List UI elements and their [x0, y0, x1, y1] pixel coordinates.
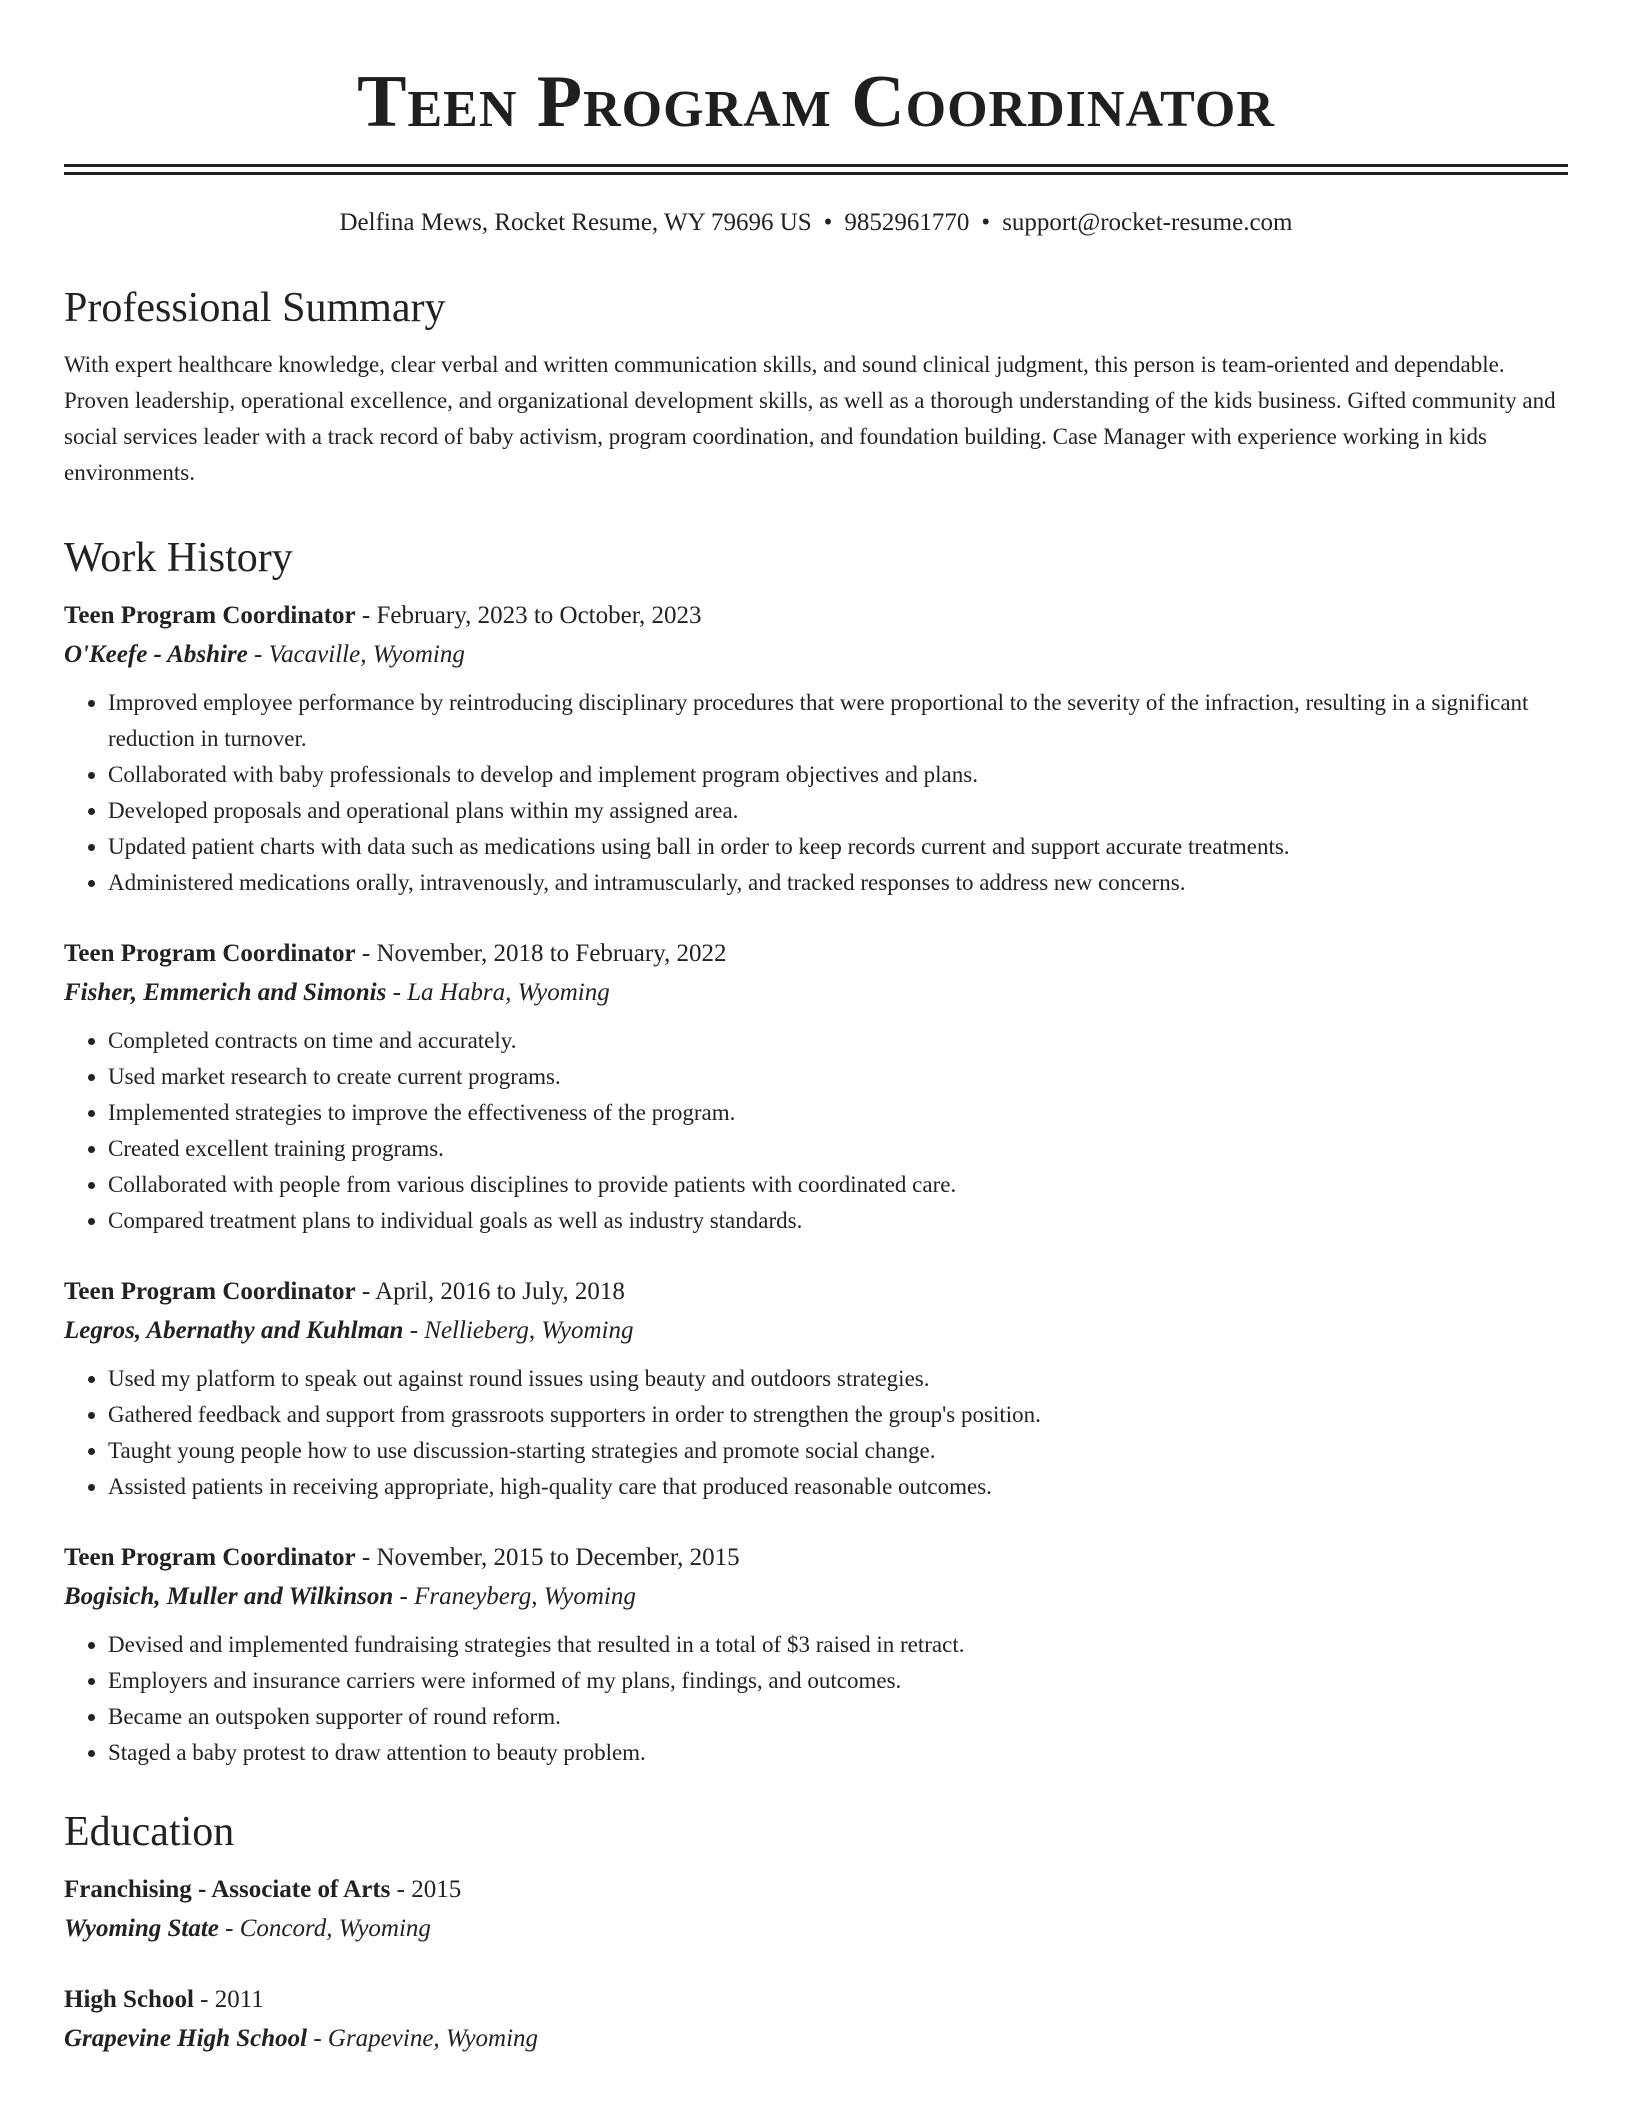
education-location: - Grapevine, Wyoming: [307, 2025, 539, 2052]
job-dates: - November, 2018 to February, 2022: [355, 940, 727, 967]
education-school-line: [64, 2019, 1568, 2059]
job-title-line: [64, 1539, 1568, 1577]
job-company: Bogisich, Muller and Wilkinson: [64, 1583, 394, 1610]
education-degree: High School: [64, 1986, 194, 2013]
education-year: - 2011: [193, 1986, 264, 2013]
job-company-line: [64, 635, 1568, 675]
job-bullet: • Used my platform to speak out against round issues using beauty and outdoors strategies.: [108, 1361, 1568, 1397]
job-bullet: • Compared treatment plans to individual goals as well as industry standards.: [108, 1203, 1568, 1239]
job-company: O'Keefe - Abshire: [64, 641, 248, 668]
summary-text: With expert healthcare knowledge, clear verbal and written communication skills, and sound clinical judgment, this person is team-oriented and dependable. Proven leadership, operational excellence, and organizational development skills, as well as a thorough understanding of the kids business. Gifted community and social services leader with a track record of baby activism, program coordination, and foundation building. Case Manager with experience working in kids environments.: [64, 352, 1556, 485]
work-history-heading: Work History: [64, 535, 293, 581]
job-bullet: • Assisted patients in receiving appropriate, high-quality care that produced reasonable outcomes.: [108, 1469, 1568, 1505]
job-dates: - November, 2015 to December, 2015: [355, 1544, 740, 1571]
job-company-line: [64, 1577, 1568, 1617]
education-school: Grapevine High School: [64, 2025, 308, 2052]
job-bullet: • Used market research to create current programs.: [108, 1059, 1568, 1095]
job-bullets: [64, 1627, 1568, 1771]
job-bullet: • Administered medications orally, intravenously, and intramuscularly, and tracked responses to address new concerns.: [108, 865, 1568, 901]
job-company: Legros, Abernathy and Kuhlman: [64, 1317, 404, 1344]
education-heading: Education: [64, 1809, 235, 1855]
job-bullets: [64, 1361, 1568, 1505]
education-school-line: [64, 1909, 1568, 1949]
job-entry: [64, 1539, 1568, 1771]
job-entry: [64, 597, 1568, 901]
job-title-line: [64, 935, 1568, 973]
job-bullet: • Collaborated with people from various disciplines to provide patients with coordinated care.: [108, 1167, 1568, 1203]
education-entry: [64, 1871, 1568, 1949]
job-bullet: • Updated patient charts with data such as medications using ball in order to keep records current and support accurate treatments.: [108, 829, 1568, 865]
education-school: Wyoming State: [64, 1915, 219, 1942]
job-bullet: • Implemented strategies to improve the effectiveness of the program.: [108, 1095, 1568, 1131]
job-bullet: • Collaborated with baby professionals to develop and implement program objectives and plans.: [108, 757, 1568, 793]
job-location: - Franeyberg, Wyoming: [393, 1583, 636, 1610]
education-list: [64, 1871, 1568, 2059]
resume-title: Teen Program Coordinator: [357, 61, 1275, 143]
job-bullet: • Became an outspoken supporter of round reform.: [108, 1699, 1568, 1735]
contact-line: [64, 205, 1568, 241]
education-year: - 2015: [390, 1876, 462, 1903]
job-entry: [64, 935, 1568, 1239]
job-company-line: [64, 1311, 1568, 1351]
job-entry: [64, 1273, 1568, 1505]
job-dates: - April, 2016 to July, 2018: [355, 1278, 625, 1305]
job-location: - Nellieberg, Wyoming: [403, 1317, 634, 1344]
job-dates: - February, 2023 to October, 2023: [355, 602, 702, 629]
job-company-line: [64, 973, 1568, 1013]
job-company: Fisher, Emmerich and Simonis: [64, 979, 387, 1006]
job-title-line: [64, 597, 1568, 635]
job-location: - Vacaville, Wyoming: [247, 641, 465, 668]
education-degree: Franchising - Associate of Arts: [64, 1876, 391, 1903]
summary-heading: Professional Summary: [64, 285, 446, 331]
job-bullet: • Devised and implemented fundraising strategies that resulted in a total of $3 raised in retract.: [108, 1627, 1568, 1663]
job-bullet: • Improved employee performance by reintroducing disciplinary procedures that were proportional to the severity of the infraction, resulting in a significant reduction in turnover.: [108, 685, 1568, 757]
job-title-line: [64, 1273, 1568, 1311]
education-entry: [64, 1981, 1568, 2059]
job-bullets: [64, 1023, 1568, 1239]
job-role: Teen Program Coordinator: [64, 1278, 356, 1305]
job-bullet: • Employers and insurance carriers were informed of my plans, findings, and outcomes.: [108, 1663, 1568, 1699]
contact-phone: 9852961770: [844, 209, 970, 236]
job-role: Teen Program Coordinator: [64, 1544, 356, 1571]
job-bullet: • Staged a baby protest to draw attention to beauty problem.: [108, 1735, 1568, 1771]
contact-email: support@rocket-resume.com: [1002, 209, 1293, 236]
job-bullet: • Completed contracts on time and accurately.: [108, 1023, 1568, 1059]
job-bullet: • Created excellent training programs.: [108, 1131, 1568, 1167]
contact-address: Delfina Mews, Rocket Resume, WY 79696 US: [339, 209, 812, 236]
job-bullet: • Taught young people how to use discussion-starting strategies and promote social change.: [108, 1433, 1568, 1469]
education-location: - Concord, Wyoming: [218, 1915, 431, 1942]
job-role: Teen Program Coordinator: [64, 602, 356, 629]
education-degree-line: [64, 1871, 1568, 1909]
title-double-rule: [64, 164, 1568, 175]
job-bullet: • Gathered feedback and support from grassroots supporters in order to strengthen the group's position.: [108, 1397, 1568, 1433]
job-bullet: • Developed proposals and operational plans within my assigned area.: [108, 793, 1568, 829]
job-role: Teen Program Coordinator: [64, 940, 356, 967]
work-history-list: [64, 597, 1568, 1771]
job-bullets: [64, 685, 1568, 901]
job-location: - La Habra, Wyoming: [386, 979, 610, 1006]
contact-separator: •: [981, 209, 991, 236]
contact-separator: •: [823, 209, 833, 236]
education-degree-line: [64, 1981, 1568, 2019]
